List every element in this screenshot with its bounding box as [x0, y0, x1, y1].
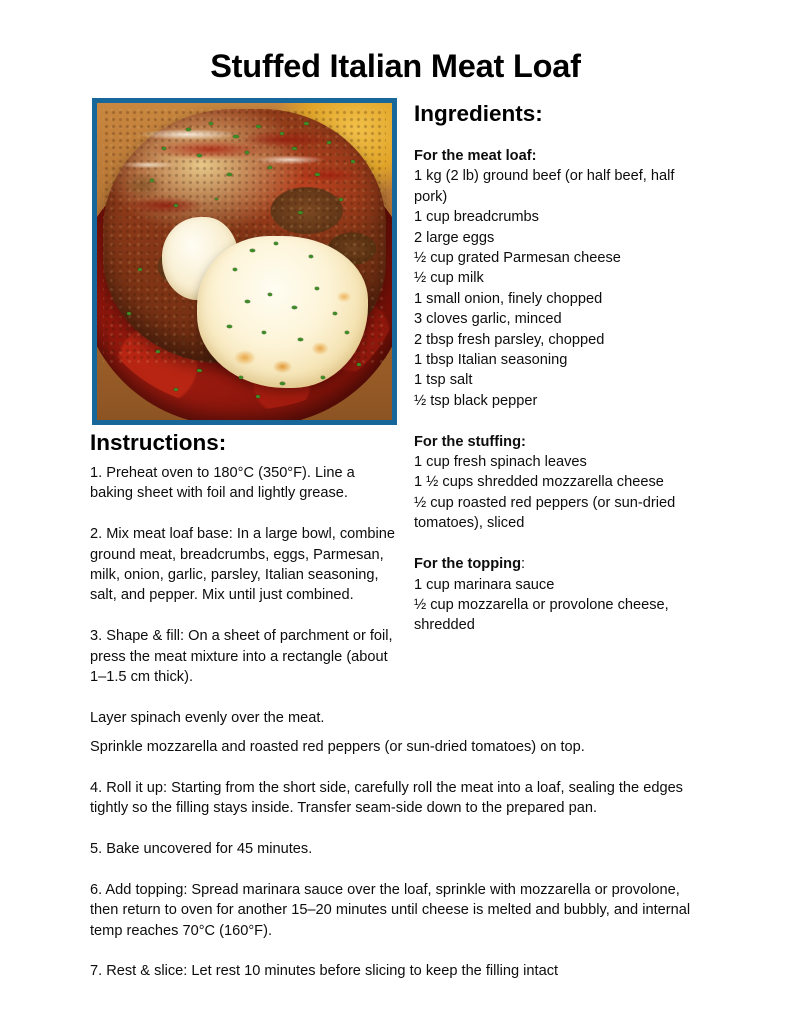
instruction-step: 5. Bake uncovered for 45 minutes.	[90, 841, 313, 857]
photo-parsley-fleck	[150, 179, 154, 182]
recipe-photo	[92, 98, 397, 425]
photo-parsley-fleck	[138, 268, 142, 271]
instruction-step: 6. Add topping: Spread marinara sauce over the loaf, sprinkle with mozzarella or provolone, then return to oven for another 15–20 minutes until cheese is melted and bubbly, and internal temp reaches 70°C (160°F).	[90, 881, 691, 939]
ingredient-item: 1 kg (2 lb) ground beef (or half beef, half pork)	[414, 168, 675, 205]
instruction-spacer	[90, 504, 395, 524]
photo-parsley-fleck	[256, 125, 261, 128]
ingredient-item: 1 small onion, finely chopped	[414, 290, 603, 307]
ingredients-group-label-text: For the meat loaf:	[414, 148, 537, 164]
ingredient-item: 1 ½ cups shredded mozzarella cheese	[414, 474, 664, 491]
photo-parsley-fleck	[209, 122, 213, 125]
ingredients-group-spacer	[414, 411, 700, 431]
ingredient-item: 1 tbsp Italian seasoning	[414, 352, 568, 369]
ingredient-item: 1 cup fresh spinach leaves	[414, 454, 587, 471]
photo-parsley-fleck	[315, 173, 320, 176]
ingredient-item: ½ cup mozzarella or provolone cheese, shredded	[414, 596, 669, 634]
page-title: Stuffed Italian Meat Loaf	[210, 48, 581, 84]
photo-parsley-fleck	[156, 350, 160, 353]
ingredients-group-label-text: For the stuffing:	[414, 433, 526, 450]
photo-parsley-fleck	[174, 388, 178, 391]
instruction-spacer	[90, 941, 700, 961]
photo-parsley-fleck	[333, 312, 337, 315]
ingredients-group-label	[414, 554, 700, 574]
photo-parsley-fleck	[357, 363, 361, 366]
ingredient-item: 2 tbsp fresh parsley, chopped	[414, 331, 605, 348]
instruction-step: 1. Preheat oven to 180°C (350°F). Line a baking sheet with foil and lightly grease.	[90, 465, 355, 502]
photo-parsley-fleck	[298, 338, 303, 341]
ingredient-item: 1 cup breadcrumbs	[414, 209, 539, 226]
ingredient-item: ½ cup roasted red peppers (or sun-dried tomatoes), sliced	[414, 494, 676, 532]
instructions-heading: Instructions:	[90, 430, 227, 455]
photo-parsley-fleck	[162, 147, 166, 150]
instruction-spacer	[90, 819, 700, 839]
photo-parsley-fleck	[268, 166, 272, 169]
photo-parsley-fleck	[327, 141, 331, 144]
ingredient-item: 3 cloves garlic, minced	[414, 311, 562, 328]
ingredient-item: 1 tsp salt	[414, 372, 473, 389]
photo-parsley-fleck	[174, 204, 178, 207]
recipe-photo-image	[97, 103, 392, 420]
instruction-spacer	[90, 859, 700, 879]
photo-parsley-fleck	[233, 268, 237, 271]
photo-parsley-fleck	[309, 255, 313, 258]
photo-parsley-fleck	[245, 151, 249, 154]
photo-parsley-fleck	[345, 331, 349, 334]
photo-parsley-fleck	[339, 198, 343, 201]
ingredients-list	[414, 146, 700, 636]
instruction-spacer	[90, 757, 700, 777]
photo-parsley-fleck	[304, 122, 309, 125]
photo-parsley-fleck	[233, 135, 239, 138]
photo-parsley-fleck	[268, 293, 272, 296]
photo-parsley-fleck	[262, 331, 266, 334]
ingredients-group-label-suffix: :	[521, 556, 526, 573]
photo-parsley-fleck	[280, 132, 284, 135]
photo-parsley-fleck	[239, 376, 243, 379]
instruction-step: 2. Mix meat loaf base: In a large bowl, combine ground meat, breadcrumbs, eggs, Parmesan, milk, onion, garlic, parsley, Italian seasoning, salt, and pepper. Mix until just combined.	[90, 526, 396, 604]
photo-parsley-fleck	[197, 369, 202, 372]
photo-parsley-fleck	[197, 154, 202, 157]
photo-parsley-fleck	[227, 325, 232, 328]
ingredient-item: 2 large eggs	[414, 229, 495, 246]
instructions-fullwidth	[90, 737, 700, 982]
instruction-spacer	[90, 606, 395, 626]
instruction-step: Sprinkle mozzarella and roasted red peppers (or sun-dried tomatoes) on top.	[90, 739, 585, 755]
ingredients-heading: Ingredients:	[414, 101, 543, 126]
photo-parsley-fleck	[292, 147, 297, 150]
photo-parsley-fleck	[298, 211, 303, 214]
photo-parsley-fleck	[256, 395, 260, 398]
instruction-step: 3. Shape & fill: On a sheet of parchment or foil, press the meat mixture into a rectangle (about 1–1.5 cm thick).	[90, 628, 393, 686]
ingredient-item: 1 cup marinara sauce	[414, 576, 555, 593]
photo-parsley-garnish	[97, 103, 392, 420]
ingredients-group-label	[414, 432, 700, 452]
instruction-spacer	[90, 687, 395, 707]
instructions-column	[90, 463, 395, 728]
photo-parsley-fleck	[274, 242, 278, 245]
instruction-step: 4. Roll it up: Starting from the short side, carefully roll the meat into a loaf, sealing the edges tightly so the filling stays inside. Transfer seam-side down to the prepared pan.	[90, 779, 683, 817]
photo-parsley-fleck	[292, 306, 297, 309]
photo-parsley-fleck	[351, 160, 355, 163]
photo-parsley-fleck	[315, 287, 319, 290]
photo-parsley-fleck	[280, 382, 285, 385]
photo-parsley-fleck	[245, 300, 250, 303]
photo-parsley-fleck	[250, 249, 255, 252]
ingredient-item: ½ cup grated Parmesan cheese	[414, 250, 621, 267]
ingredient-item: ½ tsp black pepper	[414, 392, 538, 409]
ingredients-group-label	[414, 146, 700, 166]
ingredients-group-spacer	[414, 534, 700, 554]
photo-parsley-fleck	[215, 198, 218, 200]
photo-parsley-fleck	[321, 376, 325, 379]
photo-parsley-fleck	[227, 173, 232, 176]
ingredients-group-label-text: For the topping	[414, 556, 521, 573]
photo-parsley-fleck	[186, 128, 191, 131]
photo-parsley-fleck	[127, 312, 131, 315]
instruction-step: Layer spinach evenly over the meat.	[90, 709, 325, 726]
instruction-step: 7. Rest & slice: Let rest 10 minutes before slicing to keep the filling intact	[90, 963, 559, 980]
ingredient-item: ½ cup milk	[414, 270, 484, 287]
